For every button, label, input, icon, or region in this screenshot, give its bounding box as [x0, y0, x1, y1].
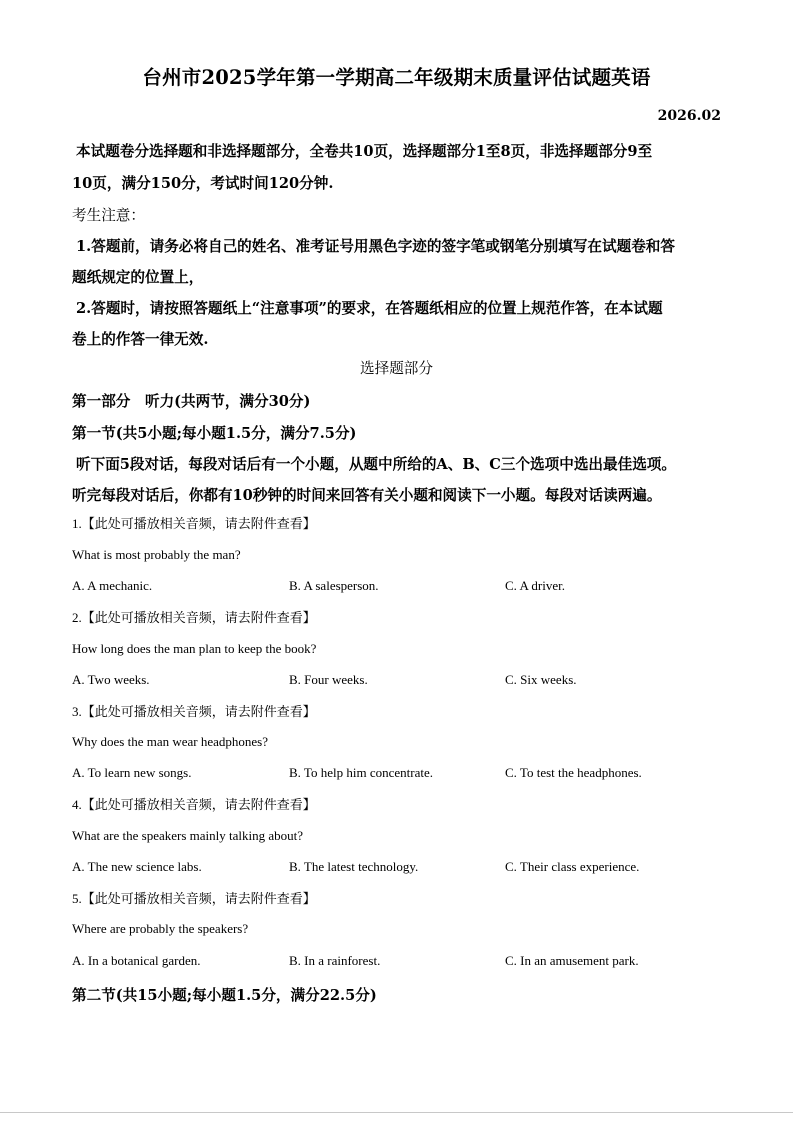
section-two-heading: 第二节(共15小题;每小题1.5分，满分22.5分): [72, 987, 377, 1004]
question-5-option-c: C. In an amusement park.: [505, 953, 639, 968]
part-one-heading: 第一部分 听力(共两节，满分30分): [72, 393, 311, 410]
question-1-audio[interactable]: 1.【此处可播放相关音频，请去附件查看】: [72, 516, 316, 531]
question-2-option-c: C. Six weeks.: [505, 672, 577, 687]
question-3-option-b: B. To help him concentrate.: [289, 765, 433, 780]
question-4-audio[interactable]: 4.【此处可播放相关音频，请去附件查看】: [72, 797, 316, 812]
question-5-option-a: A. In a botanical garden.: [72, 953, 201, 968]
question-2-option-a: A. Two weeks.: [72, 672, 150, 687]
question-5-option-b: B. In a rainforest.: [289, 953, 381, 968]
notice-item-1-line-1: 1.答题前，请务必将自己的姓名、准考证号用黑色字迹的签字笔或钢笔分别填写在试题卷和答: [76, 238, 675, 255]
section-one-heading: 第一节(共5小题;每小题1.5分，满分7.5分): [72, 425, 357, 442]
question-2-audio[interactable]: 2.【此处可播放相关音频，请去附件查看】: [72, 610, 316, 625]
exam-date: 2026.02: [657, 108, 721, 124]
question-4-option-b: B. The latest technology.: [289, 859, 419, 874]
intro-line-2: 10页，满分150分，考试时间120分钟.: [72, 175, 334, 192]
instructions-line-2: 听完每段对话后，你都有10秒钟的时间来回答有关小题和阅读下一小题。每段对话读两遍。: [72, 487, 662, 504]
question-5-audio[interactable]: 5.【此处可播放相关音频，请去附件查看】: [72, 891, 316, 906]
question-2-text: How long does the man plan to keep the book?: [72, 641, 317, 656]
question-4-text: What are the speakers mainly talking about?: [72, 828, 304, 843]
question-1-text: What is most probably the man?: [72, 547, 241, 562]
page-bottom-rule: [0, 1112, 793, 1113]
instructions-line-1: 听下面5段对话，每段对话后有一个小题，从题中所给的A、B、C三个选项中选出最佳选项。: [76, 456, 676, 473]
notice-heading: 考生注意：: [72, 207, 145, 224]
question-1-option-c: C. A driver.: [505, 578, 565, 593]
notice-item-1-line-2: 题纸规定的位置上，: [72, 269, 204, 286]
question-1-option-a: A. A mechanic.: [72, 578, 153, 593]
question-4-option-a: A. The new science labs.: [72, 859, 202, 874]
question-3-audio[interactable]: 3.【此处可播放相关音频，请去附件查看】: [72, 704, 316, 719]
question-1-option-b: B. A salesperson.: [289, 578, 379, 593]
question-3-option-a: A. To learn new songs.: [72, 765, 192, 780]
question-5-text: Where are probably the speakers?: [72, 921, 249, 936]
question-3-option-c: C. To test the headphones.: [505, 765, 642, 780]
page-title: 台州市2025学年第一学期高二年级期末质量评估试题英语: [142, 66, 651, 89]
section-heading: 选择题部分: [360, 360, 433, 377]
notice-item-2-line-2: 卷上的作答一律无效.: [72, 331, 209, 348]
question-3-text: Why does the man wear headphones?: [72, 734, 269, 749]
question-2-option-b: B. Four weeks.: [289, 672, 368, 687]
question-4-option-c: C. Their class experience.: [505, 859, 640, 874]
notice-item-2-line-1: 2.答题时，请按照答题纸上“注意事项”的要求，在答题纸相应的位置上规范作答，在本试题: [76, 300, 663, 317]
intro-line-1: 本试题卷分选择题和非选择题部分，全卷共10页，选择题部分1至8页，非选择题部分9至: [76, 143, 653, 160]
